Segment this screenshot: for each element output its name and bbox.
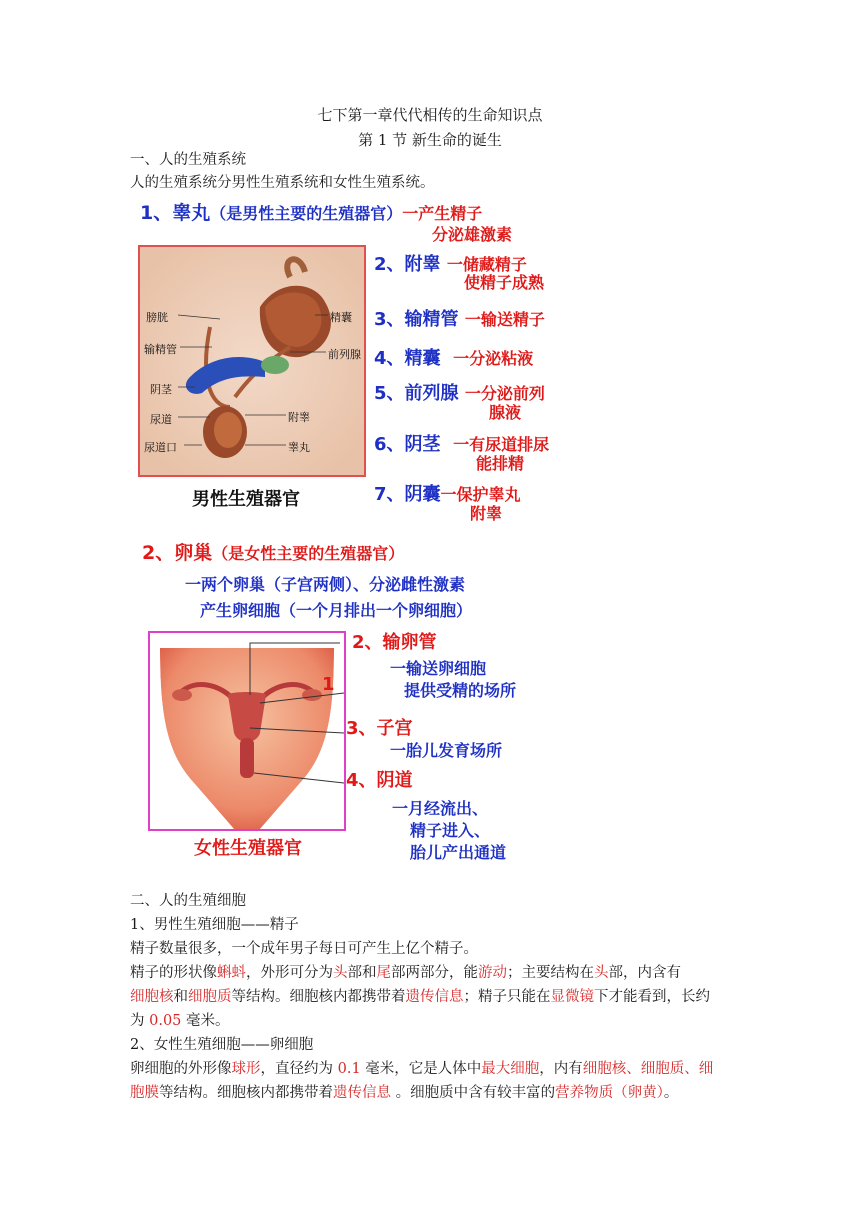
heading-reproductive-cells: 二、人的生殖细胞	[130, 893, 246, 909]
intro-paragraph: 人的生殖系统分男性生殖系统和女性生殖系统。	[130, 175, 435, 191]
label-testis: 睾丸	[288, 441, 310, 454]
label-vas-deferens: 输精管	[144, 343, 177, 356]
female-item-vagina-d1: 一月经流出、	[392, 799, 489, 818]
ovary-heading: 2、卵巢（是女性主要的生殖器官）	[142, 542, 405, 564]
male-item-scrotum-fn2: 附睾	[470, 504, 503, 523]
male-item-seminal-vesicle: 4、精囊 一分泌粘液	[374, 348, 534, 369]
male-item-epididymis-fn2: 使精子成熟	[464, 273, 545, 292]
male-item-prostate: 5、前列腺 一分泌前列	[374, 383, 545, 404]
female-item-fallopian: 2、输卵管	[352, 632, 437, 653]
sperm-line-3: 为 0.05 毫米。	[130, 1013, 230, 1029]
female-item-vagina: 4、阴道	[346, 770, 413, 791]
egg-line-2: 胞膜等结构。细胞核内都携带着遗传信息 。细胞质中含有较丰富的营养物质（卵黄）。	[130, 1085, 679, 1101]
sperm-paragraph-1: 精子数量很多，一个成年男子每日可产生上亿个精子。	[130, 941, 478, 957]
section-title: 第 1 节 新生命的诞生	[358, 131, 502, 149]
label-bladder: 膀胱	[146, 311, 168, 324]
female-item-uterus: 3、子宫	[346, 718, 413, 739]
ovary-desc-1: 一两个卵巢（子宫两侧）、分泌雌性激素	[185, 575, 466, 594]
sperm-line-1: 精子的形状像蝌蚪，外形可分为头部和尾部两部分，能游动；主要结构在头部，内含有	[130, 965, 681, 981]
male-item-scrotum: 7、阴囊一保护睾丸	[374, 484, 521, 505]
male-item-prostate-fn2: 腺液	[489, 403, 522, 422]
female-item-vagina-d3: 胎儿产出通道	[410, 843, 507, 862]
female-item-uterus-d1: 一胎儿发育场所	[390, 741, 503, 760]
ovary-desc-2: 产生卵细胞（一个月排出一个卵细胞）	[200, 601, 473, 620]
male-item-vas-deferens: 3、输精管 一输送精子	[374, 309, 545, 330]
document-title: 七下第一章代代相传的生命知识点	[317, 106, 543, 124]
egg-line-1: 卵细胞的外形像球形，直径约为 0.1 毫米，它是人体中最大细胞，内有细胞核、细胞质、细	[130, 1061, 714, 1077]
sperm-line-2: 细胞核和细胞质等结构。细胞核内都携带着遗传信息；精子只能在显微镜下才能看到，长约	[130, 989, 710, 1005]
male-item-epididymis: 2、附睾 一储藏精子	[374, 254, 527, 275]
female-item-fallopian-d2: 提供受精的场所	[404, 681, 517, 700]
label-penis: 阴茎	[150, 383, 172, 396]
label-epididymis: 附睾	[288, 411, 310, 424]
label-prostate: 前列腺	[328, 348, 361, 361]
male-caption: 男性生殖器官	[192, 489, 300, 510]
heading-reproductive-system: 一、人的生殖系统	[130, 152, 246, 168]
female-item-vagina-d2: 精子进入、	[410, 821, 491, 840]
male-organ-diagram	[138, 245, 366, 477]
label-urethra: 尿道	[150, 413, 172, 426]
label-urethral-opening: 尿道口	[144, 441, 177, 454]
female-organ-diagram	[148, 631, 346, 831]
testis-heading: 1、睾丸（是男性主要的生殖器官）一产生精子	[140, 202, 483, 224]
female-caption: 女性生殖器官	[194, 838, 302, 859]
male-cell-heading: 1、男性生殖细胞——精子	[130, 917, 299, 933]
female-cell-heading: 2、女性生殖细胞——卵细胞	[130, 1037, 314, 1053]
male-item-penis-fn2: 能排精	[476, 454, 525, 473]
female-item-fallopian-d1: 一输送卵细胞	[390, 659, 487, 678]
male-item-penis: 6、阴茎 一有尿道排尿	[374, 434, 550, 455]
testis-function-2: 分泌雄激素	[432, 225, 513, 244]
label-seminal-vesicle: 精囊	[330, 311, 352, 324]
female-marker-1: 1	[322, 674, 335, 695]
female-anatomy-illustration	[150, 633, 344, 829]
